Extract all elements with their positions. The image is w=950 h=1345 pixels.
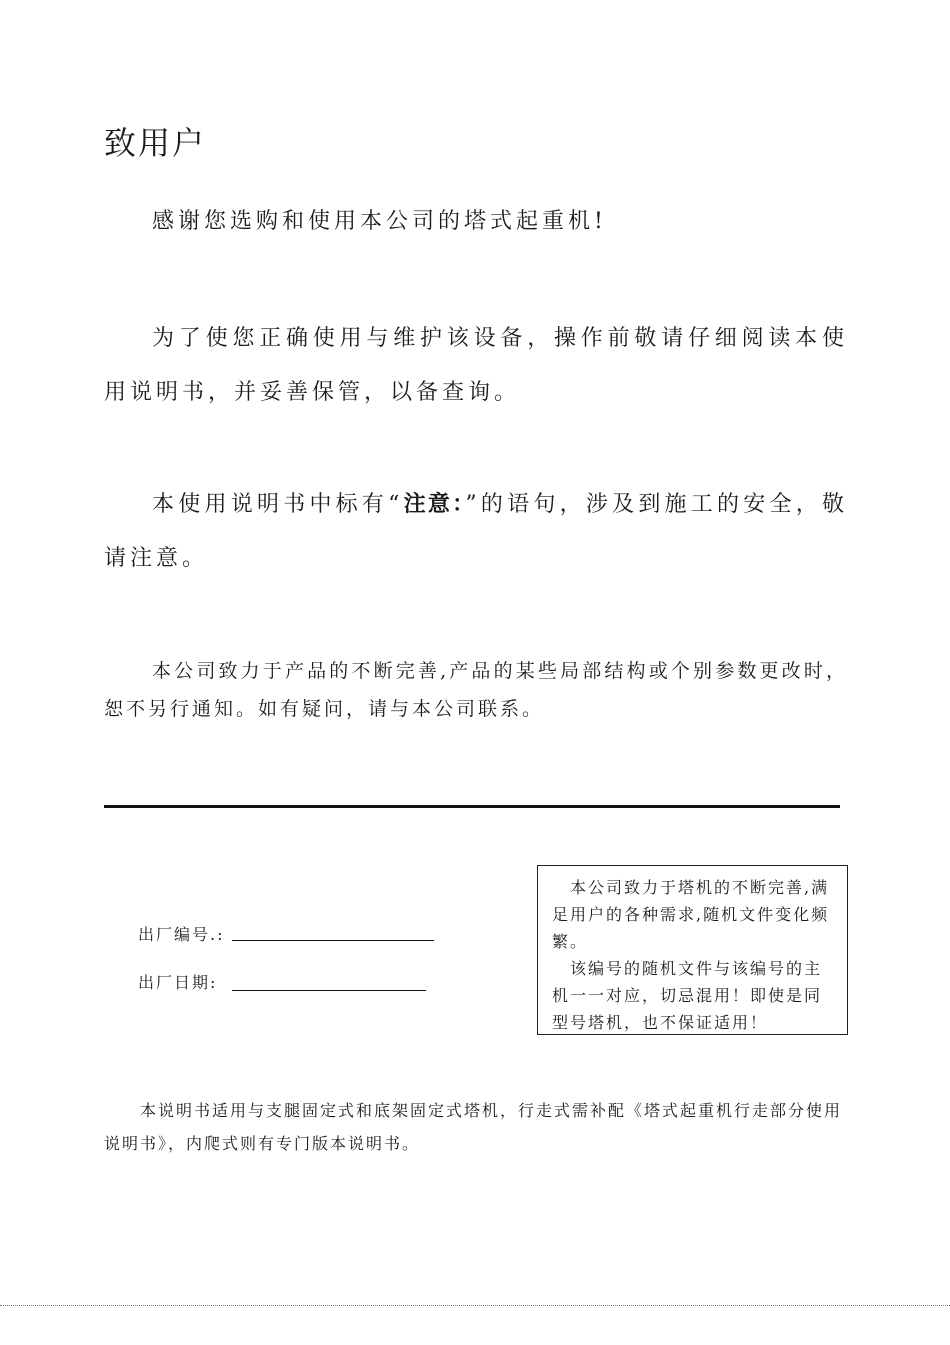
applicability-paragraph: 本说明书适用与支腿固定式和底架固定式塔机，行走式需补配《塔式起重机行走部分使用说明书》，内爬式则有专门版本说明书。 — [104, 1101, 843, 1153]
serial-number-label: 出厂编号.: — [138, 925, 225, 944]
note-box-line-2: 该编号的随机文件与该编号的主机一一对应，切忌混用！即使是同型号塔机，也不保证适用！ — [552, 959, 823, 1032]
instruction-paragraph: 为了使您正确使用与维护该设备，操作前敬请仔细阅读本使用说明书，并妥善保管，以备查询。 — [104, 326, 848, 405]
page-footer-dotted-line — [0, 1305, 950, 1306]
note-box — [537, 865, 848, 1035]
manufacture-date-label: 出厂日期: — [138, 973, 218, 992]
serial-number-blank — [232, 940, 434, 941]
thanks-paragraph: 感谢您选购和使用本公司的塔式起重机! — [152, 209, 607, 234]
notice-emphasis: 注意： — [403, 492, 466, 517]
notice-text-after: ”的语句，涉及到施工的安全，敬请注意。 — [104, 492, 849, 571]
improvement-paragraph: 本公司致力于产品的不断完善,产品的某些局部结构或个别参数更改时，恕不另行通知。如有疑问，请与本公司联系。 — [104, 660, 848, 720]
manufacture-date-blank — [232, 990, 426, 991]
notice-paragraph — [104, 478, 848, 586]
notice-text-before: 本使用说明书中标有“ — [152, 492, 404, 517]
page-title: 致用户 — [104, 124, 207, 162]
note-box-line-1: 本公司致力于塔机的不断完善,满足用户的各种需求,随机文件变化频繁。 — [552, 878, 830, 951]
section-divider — [104, 805, 840, 808]
